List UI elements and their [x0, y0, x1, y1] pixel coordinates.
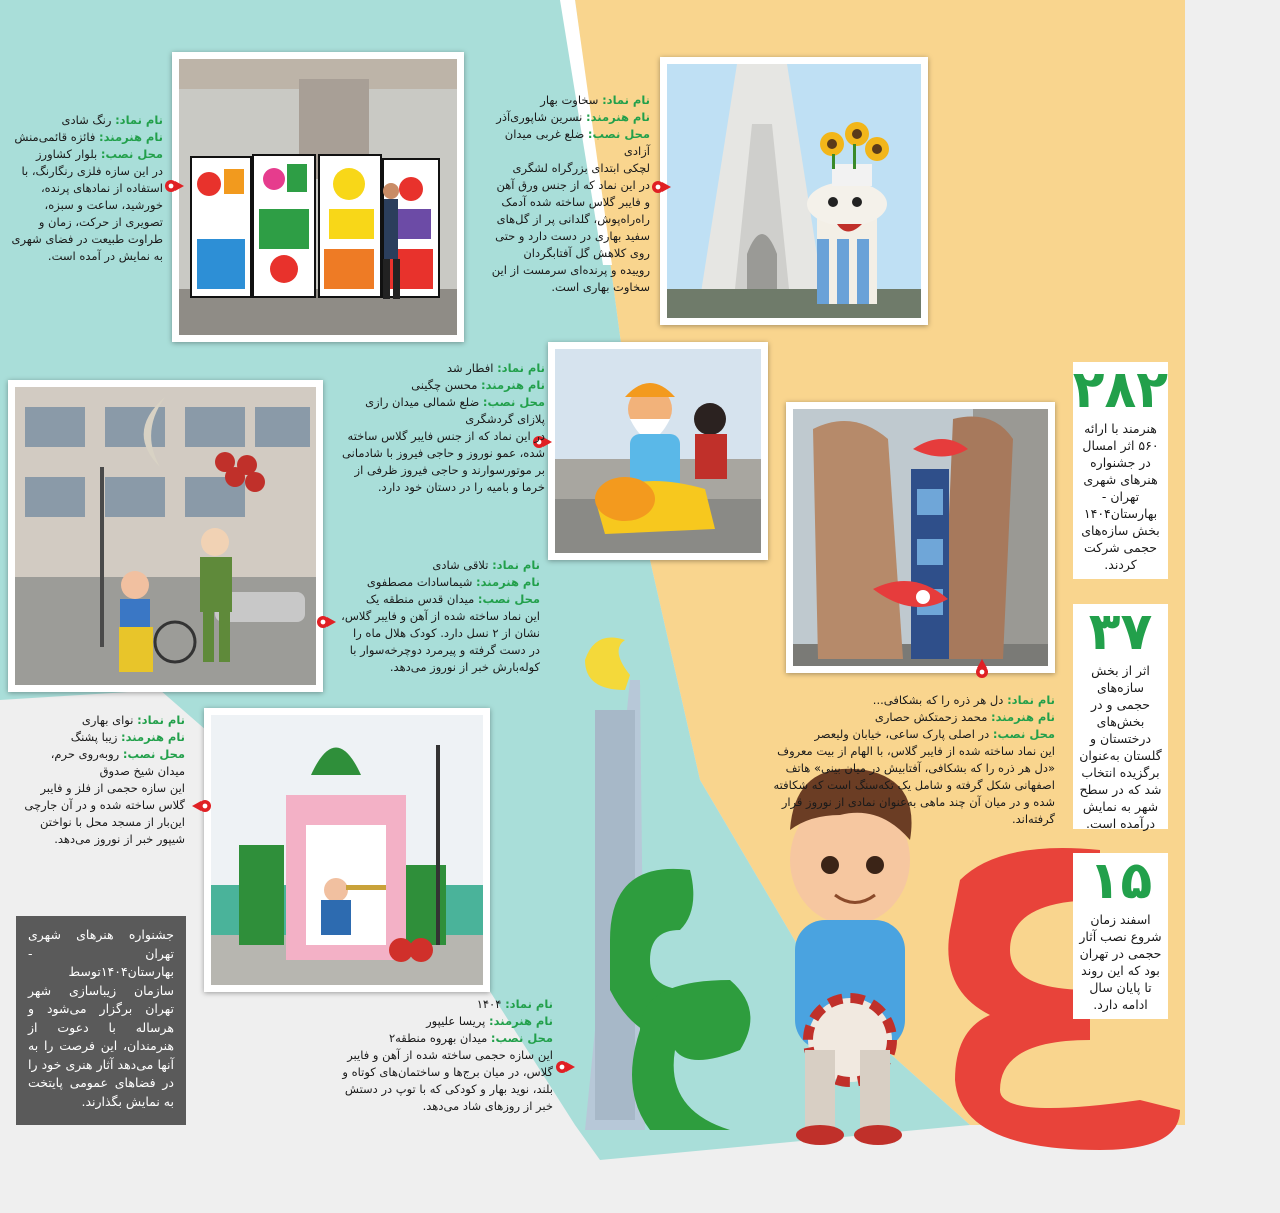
place-label: محل نصب: — [490, 1031, 553, 1045]
old-man-bicycle-sculpture-icon — [15, 387, 316, 685]
entry-name: دل هر ذره را که بشکافی... — [872, 693, 1008, 707]
entry-desc: این سازه حجمی ساخته شده از آهن و فایبر گلاس، در میان برج‌ها و ساختمان‌های کوتاه و بلند، نوید بهار و کودکی که با توپ در دستش خبر از روزهای شاد می‌دهد. — [342, 1048, 553, 1113]
stat-number: ۱۵ — [1088, 851, 1153, 911]
artist-label: نام هنرمند: — [99, 130, 163, 144]
entry-place-extra: پلازای گردشگری — [465, 412, 545, 426]
artist-label: نام هنرمند: — [121, 730, 185, 744]
split-stone-fish-sculpture-icon — [793, 409, 1048, 666]
place-label: محل نصب: — [992, 727, 1055, 741]
entry-artist: شیماسادات مصطفوی — [366, 575, 477, 589]
entry-name: رنگ شادی — [61, 113, 116, 127]
pin-icon — [974, 658, 990, 678]
entry-place: بلوار کشاورز — [35, 147, 101, 161]
colorful-panels-sculpture-icon — [179, 59, 457, 335]
entry-place: میدان قدس منطقه یک — [365, 592, 478, 606]
entry-1-text — [8, 112, 163, 265]
motorcycle-sculpture-icon — [555, 349, 761, 553]
entry-place: در اصلی پارک ساعی، خیابان ولیعصر — [814, 727, 993, 741]
stat-box-works — [1073, 604, 1168, 829]
stat-box-artists — [1073, 362, 1168, 579]
entry-name: سخاوت بهار — [540, 93, 603, 107]
stat-box-date — [1073, 853, 1168, 1019]
intro-box: جشنواره هنرهای شهری تهران - بهارستان۱۴۰۴توسط سازمان زیباسازی شهر تهران برگزار می‌شود و هرساله با دعوت از هنرمندان، این فرصت را به آنها می‌دهد آثار هنری خود را در فضاهای عمومی پایتخت به نمایش بگذارند. — [16, 916, 186, 1125]
place-label: محل نصب: — [482, 395, 545, 409]
photo-azadi-tower — [660, 57, 928, 325]
entry-artist: نسرین شاپوری‌آذر — [496, 110, 587, 124]
entry-desc: این نماد ساخته شده از فایبر گلاس، با الهام از بیت معروف «دل هر ذره را که بشکافی، آفتابیش در میان بینی» هاتف اصفهانی شکل گرفته و شامل یک تکه‌سنگ است که شکافته شده و در میان آن چند ماهی به‌عنوان نمادی از نوروز قرار گرفته‌اند. — [773, 744, 1055, 826]
name-label: نام نماد: — [115, 113, 163, 127]
trumpet-player-sculpture-icon — [211, 715, 483, 985]
place-label: محل نصب: — [477, 592, 540, 606]
entry-desc: در این نماد که از جنس فایبر گلاس ساخته شده، عمو نوروز و حاجی فیروز با شادمانی بر موتورسوارند و حاجی فیروز ظرفی از خرما و بامیه را در دستان خود دارد. — [342, 429, 545, 494]
photo-trumpet-player — [204, 708, 490, 992]
entry-artist: زیبا پشنگ — [70, 730, 122, 744]
entry-desc: این نماد ساخته شده از آهن و فایبر گلاس، نشان از ۲ نسل دارد. کودک هلال ماه را در دست گرفته و پیرمرد دوچرخه‌سوار با کوله‌بارش خبر از نوروز می‌دهد. — [341, 609, 540, 674]
artist-label: نام هنرمند: — [586, 110, 650, 124]
pin-icon — [317, 614, 337, 630]
entry-7-text — [325, 996, 553, 1115]
entry-name: افطار شد — [446, 361, 498, 375]
place-label: محل نصب: — [587, 127, 650, 141]
entry-5-text — [755, 692, 1055, 828]
entry-place-extra: لچکی ابتدای بزرگراه لشگری — [512, 161, 650, 175]
entry-desc: در این نماد که از جنس ورق آهن و فایبر گلاس ساخته شده آدمک راه‌راه‌پوش، گلدانی پر از گل‌های سفید بهاری در دست دارد و حتی روی کلاهش گل آفتابگردان روییده و پرنده‌ای سرمست از این سخاوت بهاری است. — [491, 178, 650, 294]
entry-name: ۱۴۰۴ — [476, 997, 506, 1011]
name-label: نام نماد: — [505, 997, 553, 1011]
artist-label: نام هنرمند: — [481, 378, 545, 392]
entry-artist: پریسا علیپور — [426, 1014, 490, 1028]
photo-motorcycle — [548, 342, 768, 560]
place-label: محل نصب: — [122, 747, 185, 761]
entry-place: ضلع غربی میدان آزادی — [504, 127, 650, 158]
azadi-tower-sculpture-icon — [667, 64, 921, 318]
entry-artist: محسن چگینی — [411, 378, 482, 392]
pin-icon — [556, 1059, 576, 1075]
name-label: نام نماد: — [137, 713, 185, 727]
photo-colorful-panels — [172, 52, 464, 342]
entry-artist: محمد زحمتکش حصاری — [874, 710, 992, 724]
stat-text: اسفند زمان شروع نصب آثار حجمی در تهران بود که این روند تا پایان سال ادامه دارد. — [1079, 912, 1162, 1012]
place-label: محل نصب: — [100, 147, 163, 161]
entry-desc: در این سازه فلزی رنگارنگ، با استفاده از نمادهای پرنده، خورشید، ساعت و سبزه، تصویری از حرکت، زمان و طراوت طبیعت در فضای شهری به نمایش در آمده است. — [11, 164, 163, 263]
entry-name: تلاقی شادی — [432, 558, 493, 572]
stat-number: ۳۷ — [1088, 602, 1153, 662]
photo-old-man-bicycle — [8, 380, 323, 692]
stat-number: ۲۸۲ — [1072, 360, 1168, 420]
name-label: نام نماد: — [497, 361, 545, 375]
entry-place: ضلع شمالی میدان رازی — [365, 395, 483, 409]
pin-icon — [191, 798, 211, 814]
entry-name: نوای بهاری — [81, 713, 138, 727]
pin-icon — [652, 179, 672, 195]
entry-artist: فائزه قائمی‌منش — [14, 130, 100, 144]
name-label: نام نماد: — [1007, 693, 1055, 707]
pin-icon — [165, 178, 185, 194]
artist-label: نام هنرمند: — [489, 1014, 553, 1028]
name-label: نام نماد: — [492, 558, 540, 572]
stat-text: هنرمند با ارائه ۵۶۰ اثر امسال در جشنواره هنرهای شهری تهران - بهارستان۱۴۰۴ بخش سازه‌های حجمی شرکت کردند. — [1081, 421, 1160, 572]
stat-text: اثر از بخش سازه‌های حجمی و در بخش‌های درختستان و گلستان به‌عنوان برگزیده انتخاب شد که در سطح شهر به نمایش درآمده است. — [1079, 663, 1162, 831]
artist-label: نام هنرمند: — [991, 710, 1055, 724]
entry-3-text — [338, 360, 545, 496]
entry-4-text — [340, 557, 540, 676]
entry-2-text — [490, 92, 650, 296]
entry-place-extra: میدان شیخ صدوق — [99, 764, 185, 778]
artist-label: نام هنرمند: — [476, 575, 540, 589]
entry-desc: این سازه حجمی از فلز و فایبر گلاس ساخته شده و در آن جارچی این‌بار از مسجد محل با نواختن شیپور خبر از نوروز می‌دهد. — [24, 781, 185, 846]
name-label: نام نماد: — [602, 93, 650, 107]
entry-6-text — [20, 712, 185, 848]
entry-place: روبه‌روی حرم، — [50, 747, 123, 761]
entry-place: میدان بهروه منطقه۲ — [388, 1031, 491, 1045]
